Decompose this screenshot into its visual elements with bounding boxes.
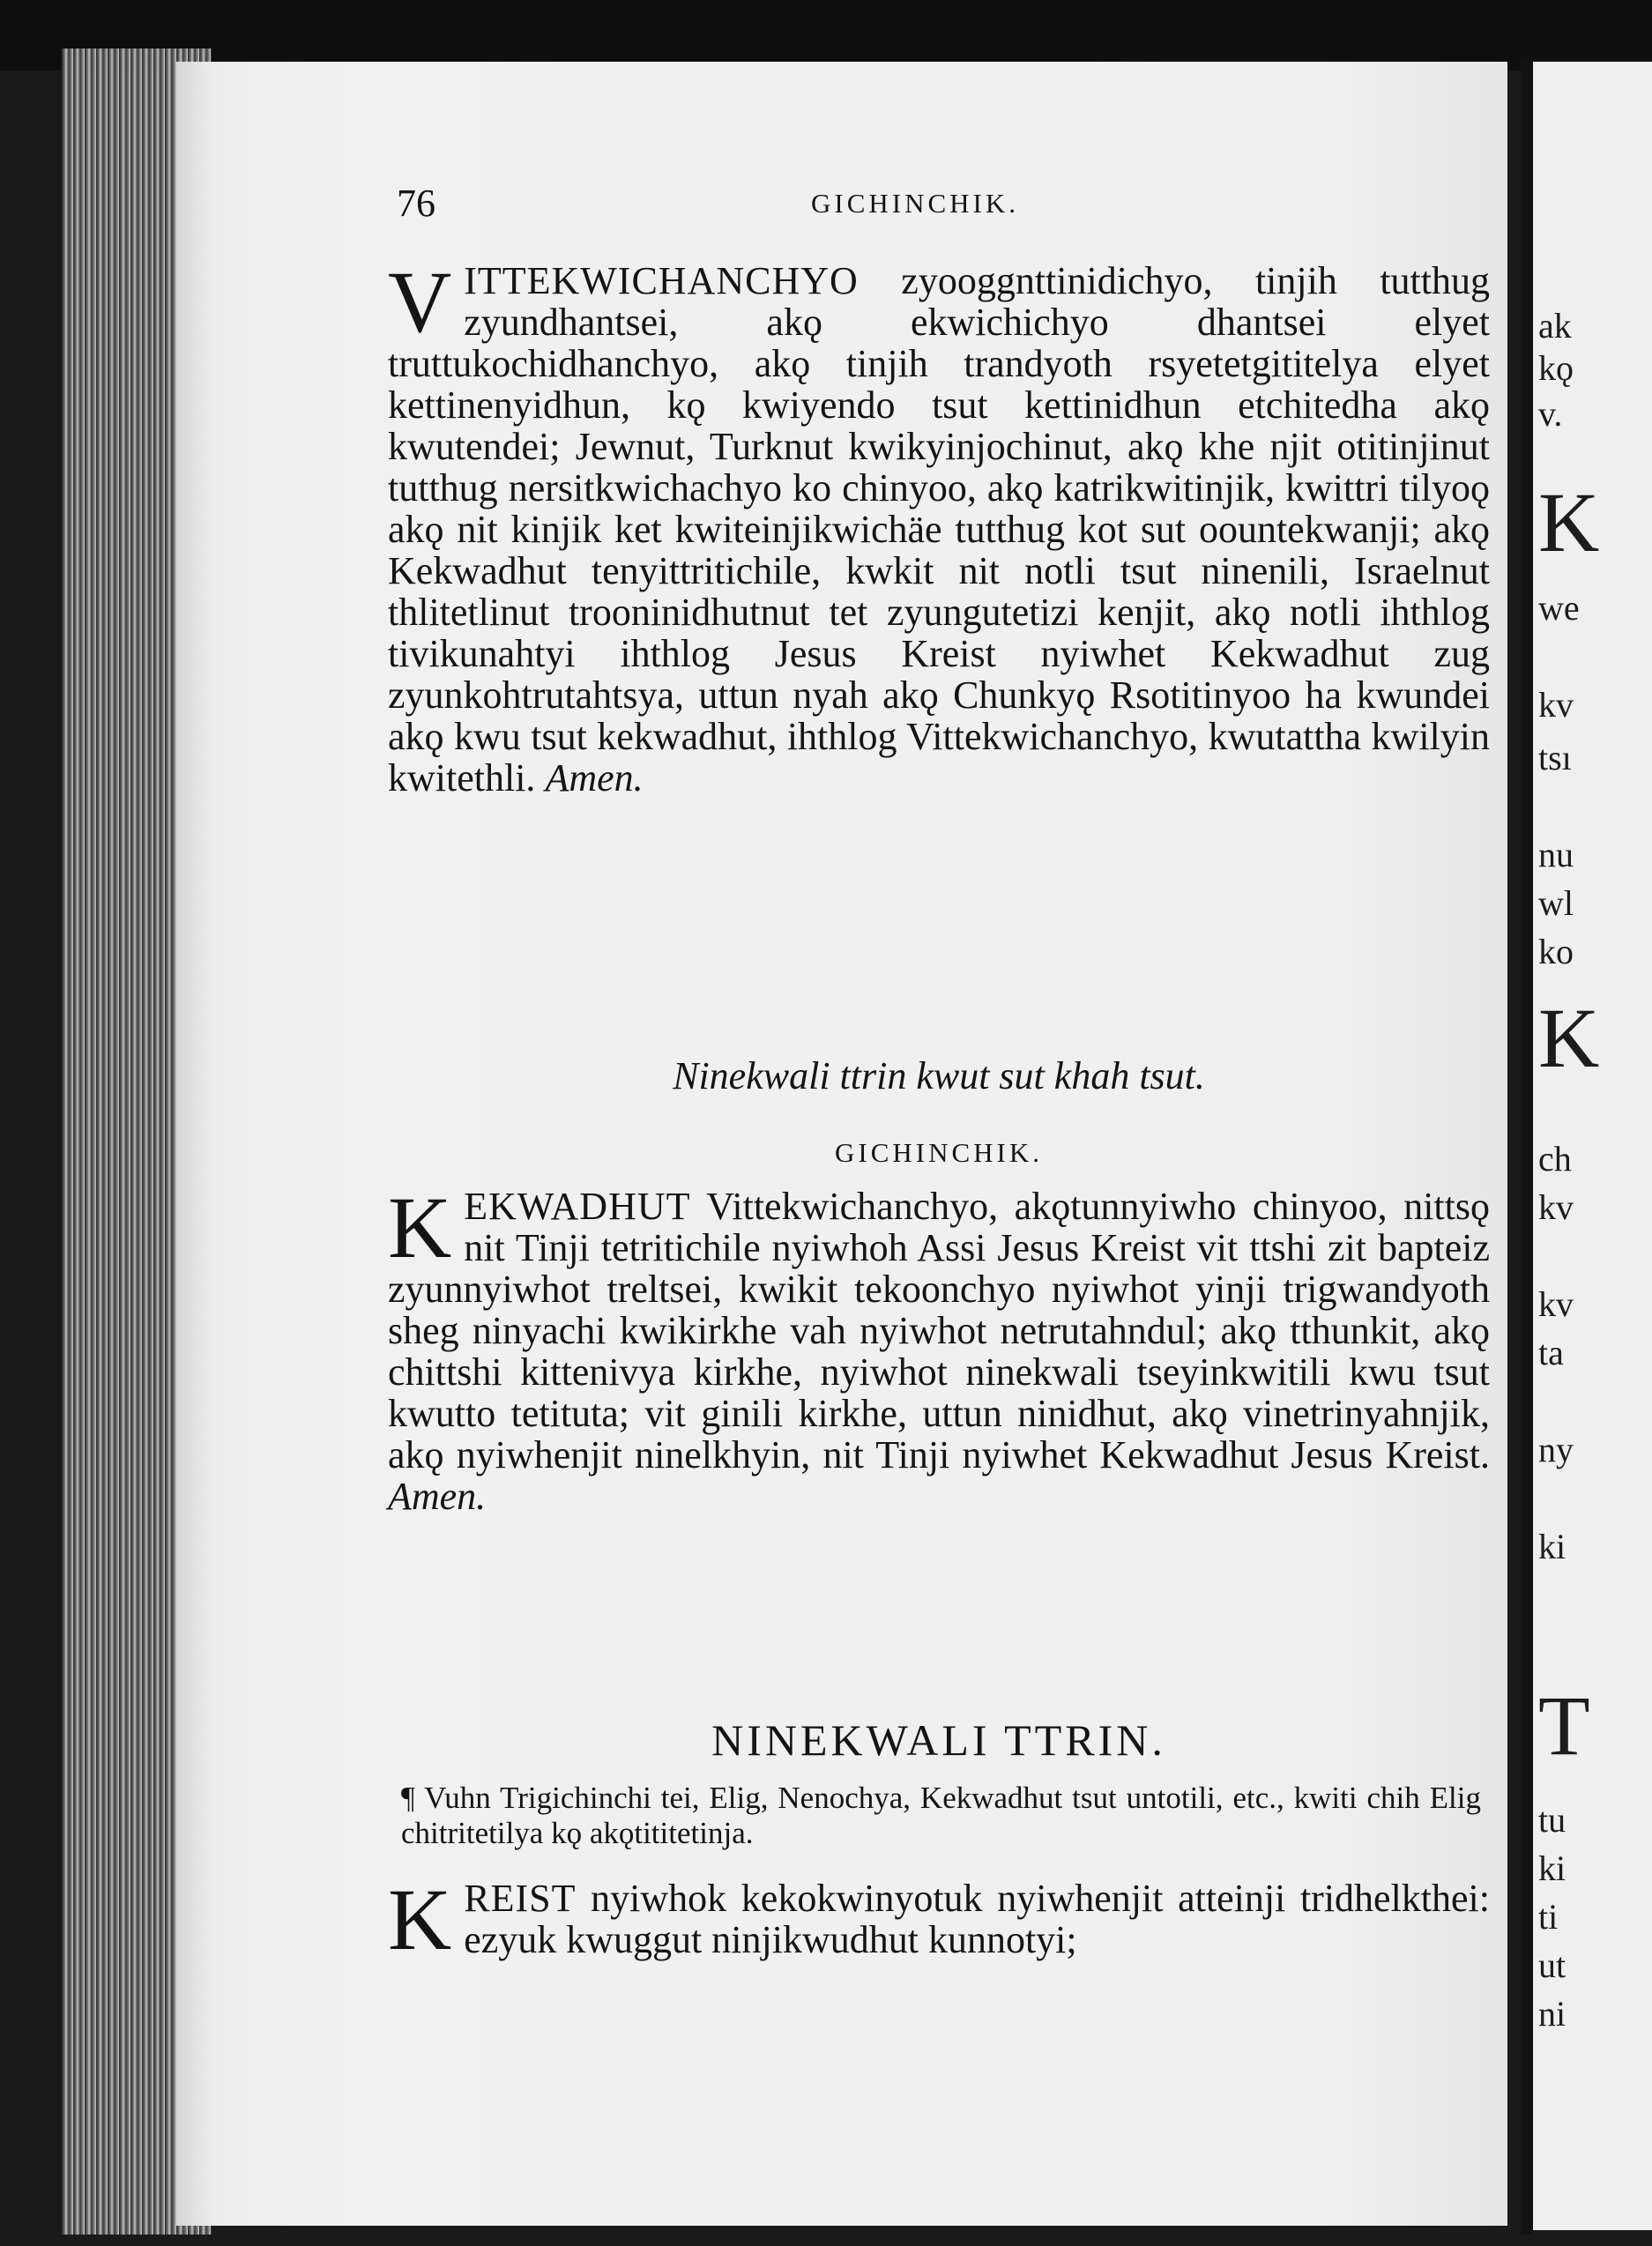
- prayer-text: nyiwhok kekokwinyotuk nyiwhenjit atteinji tridhelkthei: ezyuk kwuggut ninjikwudhut kunnotyi;: [464, 1877, 1490, 1961]
- drop-cap: K: [388, 1870, 452, 1968]
- amen: Amen.: [388, 1475, 487, 1518]
- facing-fragment: K: [1538, 475, 1600, 569]
- facing-fragment: wl: [1538, 883, 1574, 923]
- prayer-3: [388, 1870, 1490, 2054]
- opening-caps: EKWADHUT: [464, 1185, 691, 1228]
- small-caps-heading: GICHINCHIK.: [834, 1137, 1043, 1168]
- facing-fragment: kv: [1538, 685, 1574, 725]
- facing-fragment: tu: [1538, 1800, 1566, 1840]
- drop-cap: V: [388, 253, 452, 351]
- opening-caps: ITTEKWICHANCHYO: [464, 259, 859, 302]
- facing-page: [1533, 62, 1652, 2230]
- amen: Amen.: [545, 756, 644, 799]
- prayer-text: Vittekwichanchyo, akǫtunnyiwho chinyoo, nittsǫ nit Tinji tetritichile nyiwhoh Assi Jesus Kreist vit ttshi zit bapteiz zyunnyiwhot treltsei, kwikit tekoonchyo nyiwhot yinji trigwandyoth sheg ninyachi kwikirkhe vah nyiwhot netrutahndul; akǫ tthunkit, akǫ chittshi kittenivya kirkhe, nyiwhot ninekwali tseyinkwitili kwu tsut kwutto tetituta; vit ginili kirkhe, uttun ninidhut, akǫ vinetrinyahnjik, akǫ nyiwhenjit ninelkhyin, nit Tinji nyiwhet Kekwadhut Jesus Kreist.: [388, 1185, 1490, 1476]
- facing-fragment: we: [1538, 588, 1580, 628]
- prayer-1: [388, 253, 1490, 1018]
- facing-fragment: ut: [1538, 1945, 1566, 1985]
- facing-fragment: ch: [1538, 1139, 1572, 1179]
- facing-fragment: K: [1538, 991, 1600, 1085]
- rubric: ¶ Vuhn Trigichinchi tei, Elig, Nenochya, Kekwadhut tsut untotili, etc., kwiti chih Elig chitritetilya kǫ akǫtititetinja.: [401, 1781, 1481, 1850]
- facing-fragment: kv: [1538, 1187, 1574, 1227]
- facing-fragment: ta: [1538, 1333, 1564, 1372]
- italic-subheading: Ninekwali ttrin kwut sut khah tsut.: [673, 1054, 1205, 1097]
- facing-fragment: kv: [1538, 1284, 1574, 1324]
- facing-fragment: ki: [1538, 1848, 1566, 1888]
- facing-fragment: v.: [1538, 394, 1563, 434]
- scan-border-top: [0, 0, 1652, 71]
- facing-fragment: T: [1538, 1678, 1590, 1773]
- prayer-text: zyooggnttinidichyo, tinjih tutthug zyundhantsei, akǫ ekwichichyo dhantsei elyet truttukochidhanchyo, akǫ tinjih trandyoth rsyetetgititelya elyet kettinenyidhun, kǫ kwiyendo tsut kettinidhun etchitedha akǫ kwutendei; Jewnut, Turknut kwikyinjochinut, akǫ khe njit otitinjinut tutthug nersitkwichachyo ko chinyoo, akǫ katrikwitinjik, kwittri tilyoǫ akǫ nit kinjik ket kwiteinjikwichäe tutthug kot sut oountekwanji; akǫ Kekwadhut tenyittritichile, kwkit nit notli tsut ninenili, Israelnut thlitetlinut trooninidhutnut tet zyungutetizi kenjit, akǫ notli ihthlog tivikunahtyi ihthlog Jesus Kreist nyiwhet Kekwadhut zug zyunkohtrutahtsya, uttun nyah akǫ Chunkyǫ Rsotitinyoo ha kwundei akǫ kwu tsut kekwadhut, ihthlog Vittekwichanchyo, kwutattha kwilyin kwitethli.: [388, 259, 1490, 799]
- facing-fragment: ak: [1538, 306, 1572, 346]
- facing-fragment: ti: [1538, 1897, 1559, 1937]
- book-spine: [1521, 57, 1533, 2235]
- drop-cap: K: [388, 1179, 452, 1276]
- running-head: GICHINCHIK.: [811, 188, 1020, 219]
- facing-fragment: ny: [1538, 1430, 1574, 1469]
- opening-caps: REIST: [464, 1877, 577, 1920]
- facing-fragment: ko: [1538, 932, 1574, 971]
- prayer-2: [388, 1179, 1490, 1688]
- section-title: NINEKWALI TTRIN.: [711, 1715, 1166, 1765]
- facing-fragment: ki: [1538, 1527, 1566, 1566]
- facing-fragment: tsı: [1538, 738, 1572, 777]
- page-number: 76: [397, 182, 435, 225]
- facing-fragment: nu: [1538, 835, 1574, 874]
- page-header: [397, 181, 1481, 234]
- facing-fragment: ni: [1538, 1994, 1566, 2034]
- facing-fragment: kǫ: [1538, 348, 1574, 388]
